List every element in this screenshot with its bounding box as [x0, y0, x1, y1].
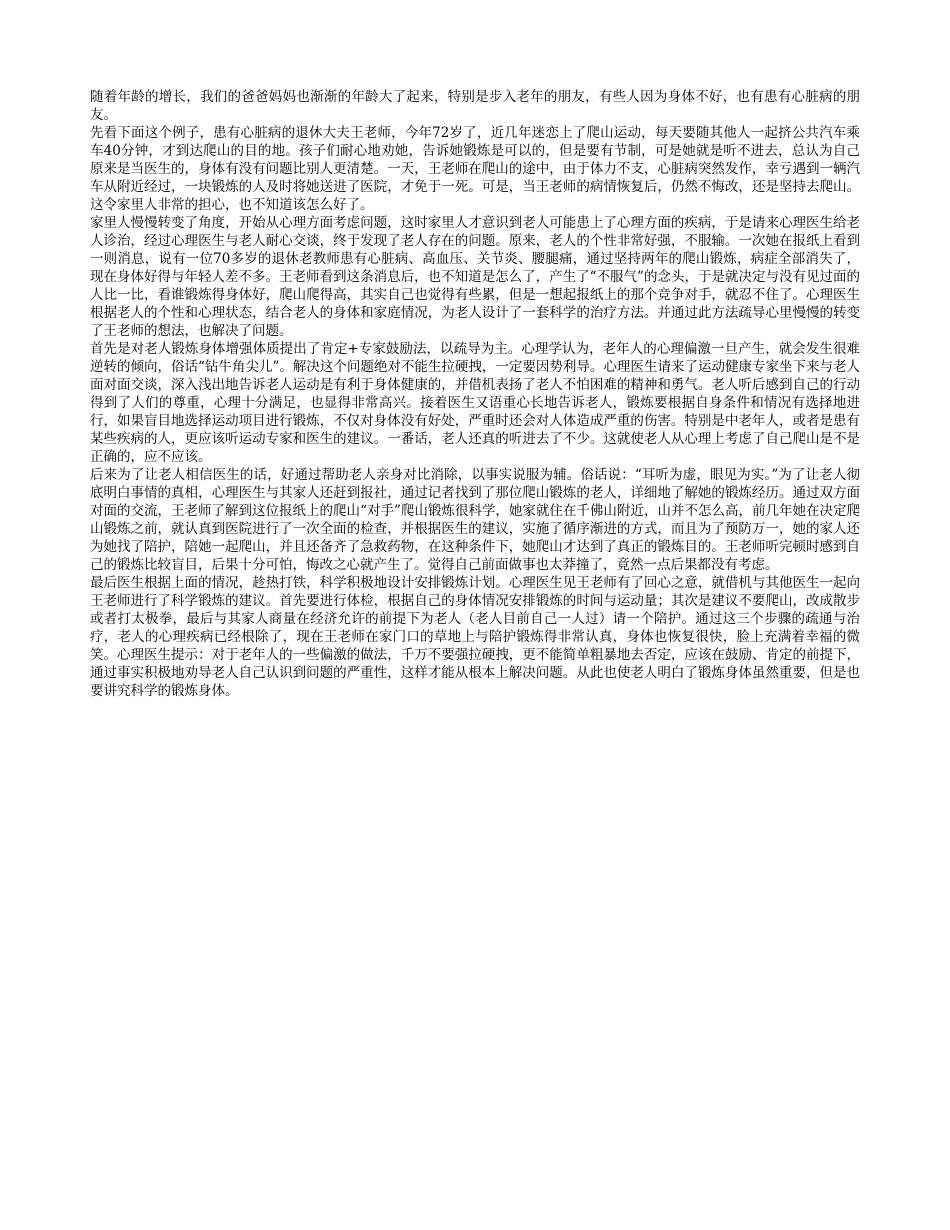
article-body	[90, 88, 860, 700]
paragraph-diagnosis: 家里人慢慢转变了角度，开始从心理方面考虑问题，这时家里人才意识到老人可能患上了心理方面的疾病，于是请来心理医生给老人诊治，经过心理医生与老人耐心交谈，终于发现了老人存在的问题。原来，老人的个性非常好强，不服输。一次她在报纸上看到一则消息，说有一位70多岁的退休老教师患有心脏病、高血压、关节炎、腰腿痛，通过坚持两年的爬山锻炼，病症全部消失了，现在身体好得与年轻人差不多。王老师看到这条消息后，也不知道是怎么了，产生了“不服气”的念头，于是就决定与没有见过面的人比一比，看谁锻炼得身体好，爬山爬得高，其实自己也觉得有些累，但是一想起报纸上的那个竞争对手，就忍不住了。心理医生根据老人的个性和心理状态，结合老人的身体和家庭情况，为老人设计了一套科学的治疗方法。并通过此方法疏导心里慢慢的转变了王老师的想法，也解决了问题。	[90, 215, 860, 339]
paragraph-intro: 随着年龄的增长，我们的爸爸妈妈也渐渐的年龄大了起来，特别是步入老年的朋友，有些人因为身体不好，也有患有心脏病的朋友。	[90, 89, 860, 123]
paragraph-step-three: 最后医生根据上面的情况，趁热打铁，科学积极地设计安排锻炼计划。心理医生见王老师有了回心之意，就借机与其他医生一起向王老师进行了科学锻炼的建议。首先要进行体检，根据自己的身体情况安排锻炼的时间与运动量；其次是建议不要爬山，改成散步或者打太极拳，最后与其家人商量在经济允许的前提下为老人（老人目前自己一人过）请一个陪护。通过这三个步骤的疏通与治疗，老人的心理疾病已经根除了，现在王老师在家门口的草地上与陪护锻炼得非常认真，身体也恢复很快，脸上充满着幸福的微笑。心理医生提示：对于老年人的一些偏激的做法，千万不要强拉硬拽，更不能简单粗暴地去否定，应该在鼓励、肯定的前提下，通过事实积极地劝导老人自己认识到问题的严重性，这样才能从根本上解决问题。从此也使老人明白了锻炼身体虽然重要，但是也要讲究科学的锻炼身体。	[90, 575, 860, 699]
paragraph-step-one: 首先是对老人锻炼身体增强体质提出了肯定+专家鼓励法，以疏导为主。心理学认为，老年人的心理偏激一旦产生，就会发生很难逆转的倾向，俗话“钻牛角尖儿”。解决这个问题绝对不能生拉硬拽，一定要因势利导。心理医生请来了运动健康专家坐下来与老人面对面交谈，深入浅出地告诉老人运动是有利于身体健康的，并借机表扬了老人不怕困难的精神和勇气。老人听后感到自己的行动得到了人们的尊重，心理十分满足，也显得非常高兴。接着医生又语重心长地告诉老人，锻炼要根据自身条件和情况有选择地进行，如果盲目地选择运动项目进行锻炼，不仅对身体没有好处，严重时还会对人体造成严重的伤害。特别是中老年人，或者是患有某些疾病的人，更应该听运动专家和医生的建议。一番话，老人还真的听进去了不少。这就使老人从心理上考虑了自己爬山是不是正确的，应不应该。	[90, 341, 860, 465]
paragraph-step-two: 后来为了让老人相信医生的话，好通过帮助老人亲身对比消除，以事实说服为辅。俗话说：“耳听为虚，眼见为实。”为了让老人彻底明白事情的真相，心理医生与其家人还赶到报社，通过记者找到了那位爬山锻炼的老人，详细地了解她的锻炼经历。通过双方面对面的交流，王老师了解到这位报纸上的爬山“对手”爬山锻炼很科学，她家就住在千佛山附近，山并不怎么高，前几年她在决定爬山锻炼之前，就认真到医院进行了一次全面的检查，并根据医生的建议，实施了循序渐进的方式，而且为了预防万一，她的家人还为她找了陪护，陪她一起爬山，并且还备齐了急救药物，在这种条件下，她爬山才达到了真正的锻炼目的。王老师听完顿时感到自己的锻炼比较盲目，后果十分可怕，悔改之心就产生了。觉得自己前面做事也太莽撞了，竟然一点后果都没有考虑。	[90, 467, 860, 573]
paragraph-example: 先看下面这个例子，患有心脏病的退休大夫王老师，今年72岁了，近几年迷恋上了爬山运动，每天要随其他人一起挤公共汽车乘车40分钟，才到达爬山的目的地。孩子们耐心地劝她，告诉她锻炼是可以的，但是要有节制，可是她就是听不进去，总认为自己原来是当医生的，身体有没有问题比别人更清楚。一天，王老师在爬山的途中，由于体力不支，心脏病突然发作，幸亏遇到一辆汽车从附近经过，一块锻炼的人及时将她送进了医院，才免于一死。可是，当王老师的病情恢复后，仍然不悔改，还是坚持去爬山。这令家里人非常的担心，也不知道该怎么好了。	[90, 125, 860, 213]
